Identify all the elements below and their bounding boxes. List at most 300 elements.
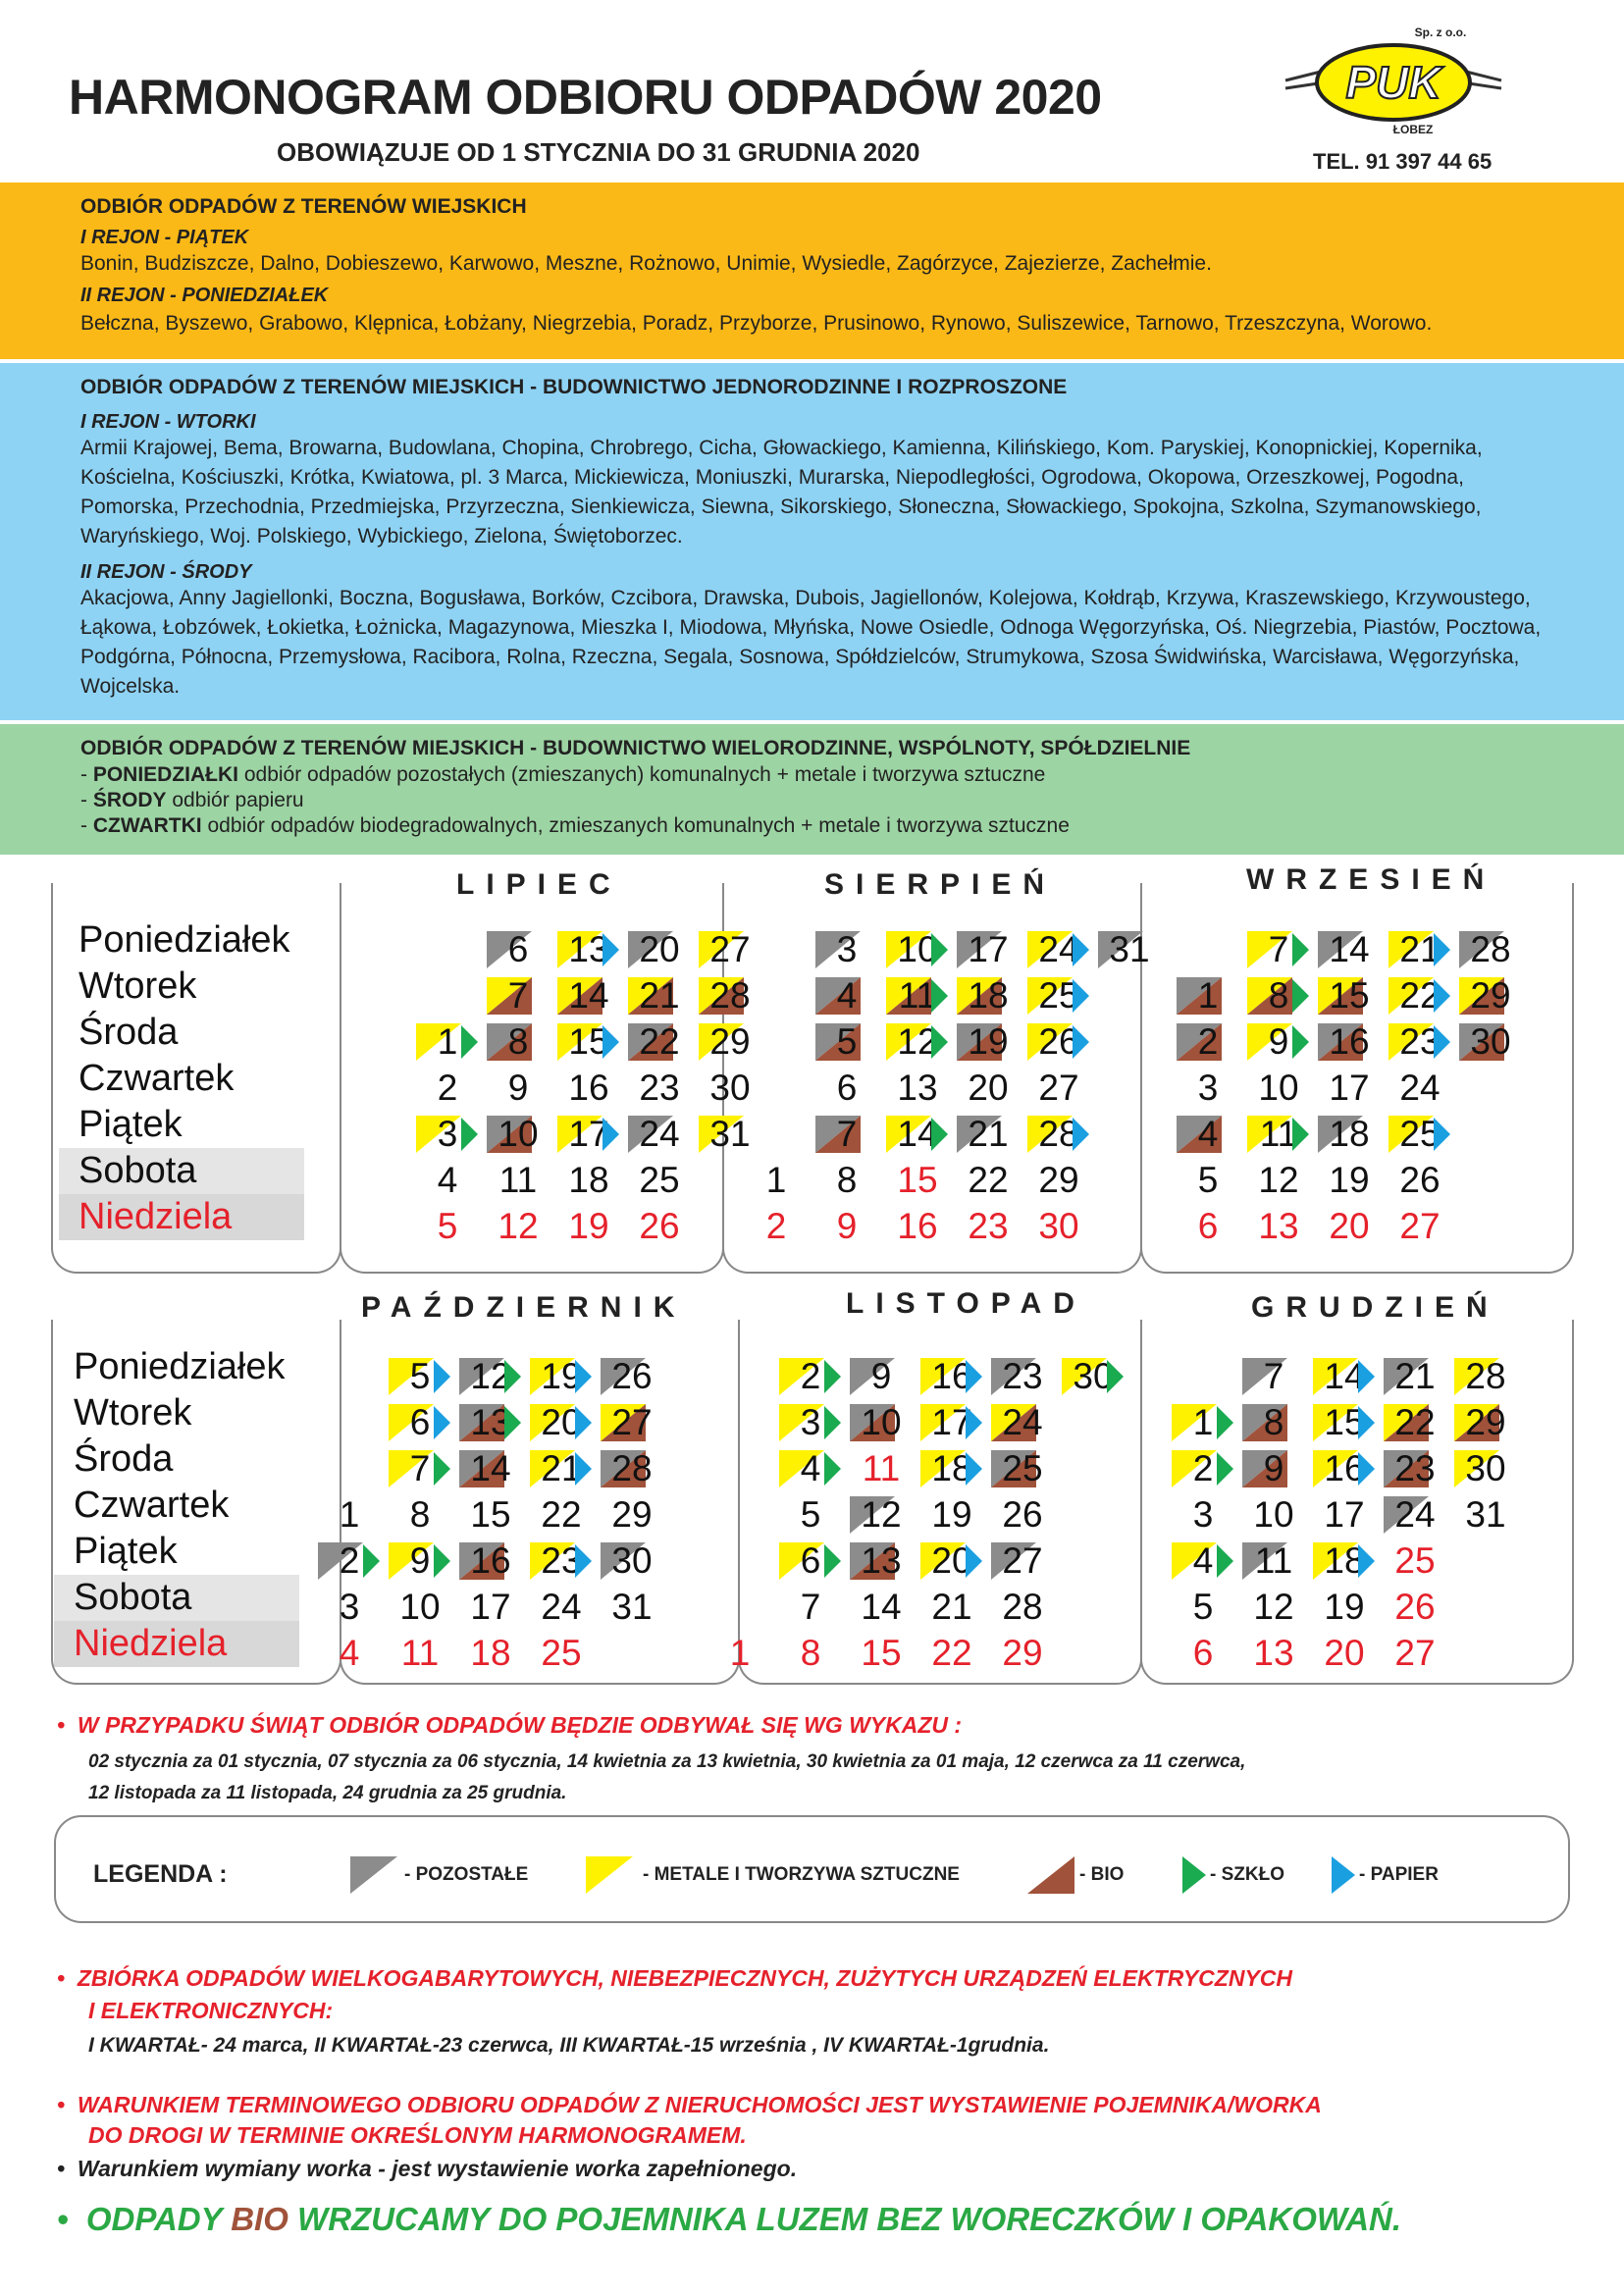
legend-szklo-label: - SZKŁO [1210, 1864, 1284, 1885]
legend-title: LEGENDA : [93, 1860, 228, 1888]
papier-arrow-icon [602, 933, 619, 966]
day-number: 18 [931, 1448, 972, 1488]
day-cell [455, 1400, 526, 1445]
day-cell [953, 1066, 1023, 1111]
day-number: 3 [1197, 1068, 1219, 1108]
day-cell [987, 1585, 1058, 1630]
bulky-dates: I KWARTAŁ- 24 marca, II KWARTAŁ-23 czerwca, III KWARTAŁ-15 września , IV KWARTAŁ-1grudnia. [88, 2034, 1050, 2057]
day-number: 27 [1399, 1206, 1441, 1246]
papier-arrow-icon [1434, 979, 1450, 1013]
day-number: 1 [437, 1021, 458, 1062]
day-cell [1314, 973, 1385, 1018]
rural-r1-label: I REJON - PIĄTEK [80, 227, 249, 248]
day-cell [314, 1539, 385, 1584]
day-number: 14 [1324, 1356, 1365, 1396]
day-number: 1 [765, 1160, 787, 1200]
day-cell [741, 1204, 812, 1249]
rural-r2-label: II REJON - PONIEDZIAŁEK [80, 285, 329, 306]
day-cell [741, 1158, 812, 1203]
szklo-arrow-icon [434, 1452, 450, 1486]
papier-arrow-icon [575, 1406, 592, 1439]
day-cell [624, 973, 695, 1018]
day-cell [483, 927, 553, 972]
szklo-arrow-icon [824, 1544, 841, 1578]
day-cell [695, 927, 765, 972]
rural-band [0, 183, 1624, 359]
day-number: 14 [1329, 929, 1370, 969]
day-number: 3 [800, 1402, 821, 1442]
day-cell [1023, 1204, 1094, 1249]
day-cell [1243, 1112, 1314, 1157]
day-number: 15 [470, 1494, 511, 1535]
day-number: 9 [1268, 1021, 1289, 1062]
day-number: 5 [409, 1356, 431, 1396]
weekday-list-bottom [54, 1344, 299, 1667]
day-number: 2 [765, 1206, 787, 1246]
day-number: 28 [709, 975, 751, 1016]
rural-r1-text: Bonin, Budziszcze, Dalno, Dobieszewo, Karwowo, Meszne, Rożnowo, Unimie, Wysiedle, Zagórzyce, Zajezierze, Zachełmie. [80, 252, 1212, 275]
day-number: 22 [968, 1160, 1009, 1200]
day-number: 23 [1394, 1448, 1436, 1488]
day-cell [1450, 1354, 1521, 1399]
papier-arrow-icon [434, 1360, 450, 1393]
bio-note: • ODPADY BIO WRZUCAMY DO POJEMNIKA LUZEM BEZ WORECZKÓW I OPAKOWAŃ. [57, 2201, 1402, 2237]
weekday-sun: Niedziela [54, 1621, 299, 1667]
day-cell [1314, 1158, 1385, 1203]
day-cell [553, 1066, 624, 1111]
day-number: 14 [568, 975, 609, 1016]
day-cell [882, 927, 953, 972]
day-cell [775, 1354, 846, 1399]
day-number: 8 [507, 1021, 529, 1062]
day-cell [846, 1539, 917, 1584]
day-cell [455, 1446, 526, 1491]
day-cell [917, 1585, 987, 1630]
day-cell [1385, 1112, 1455, 1157]
day-cell [882, 973, 953, 1018]
day-cell [1168, 1400, 1238, 1445]
day-cell [695, 1066, 765, 1111]
day-number: 4 [1197, 1114, 1219, 1154]
day-cell [385, 1354, 455, 1399]
month-title-grudzien: GRUDZIEŃ [1251, 1291, 1499, 1324]
phone-number: TEL. 91 397 44 65 [1313, 149, 1493, 174]
day-cell [1309, 1446, 1380, 1491]
day-cell [695, 1019, 765, 1065]
day-number: 6 [507, 929, 529, 969]
logo-top: Sp. z o.o. [1414, 26, 1467, 39]
day-cell [412, 1112, 483, 1157]
szklo-arrow-icon [461, 1118, 478, 1151]
day-number: 10 [861, 1402, 902, 1442]
day-cell [882, 1204, 953, 1249]
day-cell [987, 1446, 1058, 1491]
day-number: 4 [437, 1160, 458, 1200]
day-cell [1243, 973, 1314, 1018]
day-number: 14 [897, 1114, 938, 1154]
day-number: 15 [861, 1633, 902, 1673]
day-number: 19 [931, 1494, 972, 1535]
day-cell [812, 1066, 882, 1111]
day-cell [1173, 973, 1243, 1018]
day-cell [1450, 1492, 1521, 1538]
szklo-arrow-icon [1217, 1406, 1233, 1439]
day-cell [1385, 927, 1455, 972]
day-number: 16 [470, 1540, 511, 1581]
day-number: 12 [861, 1494, 902, 1535]
day-cell [1243, 1019, 1314, 1065]
day-cell [1238, 1400, 1309, 1445]
day-cell [597, 1446, 667, 1491]
day-number: 25 [1394, 1540, 1436, 1581]
day-number: 24 [1038, 929, 1079, 969]
day-cell [553, 1158, 624, 1203]
day-cell [812, 1158, 882, 1203]
day-number: 19 [568, 1206, 609, 1246]
day-cell [624, 1204, 695, 1249]
day-cell [455, 1631, 526, 1676]
day-cell [1309, 1400, 1380, 1445]
legend-bio-label: - BIO [1079, 1864, 1125, 1885]
urban1-r1-label: I REJON - WTORKI [80, 411, 256, 433]
day-cell [812, 927, 882, 972]
month-title-lipiec: LIPIEC [456, 868, 622, 901]
day-number: 1 [1197, 975, 1219, 1016]
day-number: 21 [1399, 929, 1441, 969]
day-number: 23 [639, 1068, 680, 1108]
day-number: 17 [968, 929, 1009, 969]
urban1-band [0, 363, 1624, 720]
papier-arrow-icon [575, 1452, 592, 1486]
day-cell [553, 1204, 624, 1249]
day-number: 24 [1399, 1068, 1441, 1108]
urban1-r2-text: Akacjowa, Anny Jagiellonki, Boczna, Bogusława, Borków, Czcibora, Drawska, Dubois, Jagiellonów, Kolejowa, Kołdrąb, Krzywa, Kraszewskiego, Krzywoustego, Łąkowa, Łobzówek, Łokietka, Łożnicka, Magazynowa, Mieszka I, Miodowa, Młyńska, Nowe Osiedle, Odnoga Węgorzyńska, Oś. Niegrzebia, Piastów, Pocztowa, Podgórna, Północna, Przemysłowa, Racibora, Rolna, Rzeczna, Segala, Sosnowa, Spółdzielców, Strumykowa, Szosa Świdwińska, Warcisława, Węgorzyńska, Wojcelska. [80, 587, 1542, 698]
day-number: 11 [898, 975, 937, 1016]
day-cell [1173, 1112, 1243, 1157]
day-cell [1173, 1204, 1243, 1249]
day-number: 22 [931, 1633, 972, 1673]
day-cell [1380, 1400, 1450, 1445]
day-cell [1314, 1112, 1385, 1157]
day-number: 7 [1263, 1356, 1284, 1396]
day-number: 4 [800, 1448, 821, 1488]
day-number: 21 [541, 1448, 582, 1488]
rural-heading: ODBIÓR ODPADÓW Z TERENÓW WIEJSKICH [80, 195, 527, 218]
day-number: 8 [836, 1160, 858, 1200]
day-cell [597, 1539, 667, 1584]
day-number: 7 [409, 1448, 431, 1488]
day-cell [953, 973, 1023, 1018]
puk-logo [1266, 22, 1521, 139]
day-number: 8 [1263, 1402, 1284, 1442]
urban1-r1-text: Armii Krajowej, Bema, Browarna, Budowlana, Chopina, Chrobrego, Cicha, Głowackiego, Kamienna, Kilińskiego, Kom. Paryskiej, Konopnickiej, Kopernika, Kościelna, Kościuszki, Krótka, Kwiatowa, pl. 3 Marca, Mickiewicza, Moniuszki, Murarska, Niepodległości, Ogrodowa, Okopowa, Orzeszkowej, Pogodna, Pomorska, Przechodnia, Przedmiejska, Przyrzeczna, Sienkiewicza, Siewna, Sikorskiego, Słoneczna, Słowackiego, Spokojna, Szkolna, Szymanowskiego, Waryńskiego, Woj. Polskiego, Wybickiego, Zielona, Świętoborzec. [80, 437, 1483, 548]
day-number: 26 [1038, 1021, 1079, 1062]
day-cell [526, 1585, 597, 1630]
day-number: 29 [611, 1494, 653, 1535]
day-cell [1314, 927, 1385, 972]
day-cell [1173, 1066, 1243, 1111]
day-number: 23 [541, 1540, 582, 1581]
day-number: 31 [1465, 1494, 1506, 1535]
day-cell [412, 1204, 483, 1249]
szklo-arrow-icon [1217, 1544, 1233, 1578]
bulky-line2: I ELEKTRONICZNYCH: [88, 1998, 334, 2023]
urban2-band [0, 724, 1624, 855]
day-number: 4 [836, 975, 858, 1016]
day-number: 11 [1254, 1540, 1293, 1581]
day-number: 17 [568, 1114, 609, 1154]
day-cell [314, 1631, 385, 1676]
szklo-arrow-icon [1292, 933, 1309, 966]
day-cell [917, 1539, 987, 1584]
day-cell [775, 1539, 846, 1584]
day-number: 2 [1192, 1448, 1214, 1488]
urban2-heading: ODBIÓR ODPADÓW Z TERENÓW MIEJSKICH - BUDOWNICTWO WIELORODZINNE, WSPÓLNOTY, SPÓŁDZIELNIE [80, 737, 1191, 759]
day-number: 28 [1038, 1114, 1079, 1154]
day-cell [846, 1446, 917, 1491]
day-number: 30 [1073, 1356, 1114, 1396]
day-number: 1 [729, 1633, 751, 1673]
day-number: 27 [1394, 1633, 1436, 1673]
day-number: 12 [897, 1021, 938, 1062]
day-number: 9 [1263, 1448, 1284, 1488]
day-cell [812, 1204, 882, 1249]
day-number: 13 [470, 1402, 511, 1442]
legend-metale-swatch [586, 1856, 633, 1894]
logo-name: PUK [1345, 57, 1441, 108]
day-cell [812, 973, 882, 1018]
szklo-arrow-icon [1292, 1025, 1309, 1059]
day-number: 7 [800, 1587, 821, 1627]
day-cell [846, 1492, 917, 1538]
day-number: 10 [1253, 1494, 1294, 1535]
legend-pozostale-swatch [350, 1856, 397, 1894]
day-cell [1314, 1066, 1385, 1111]
day-cell [1309, 1585, 1380, 1630]
day-number: 25 [541, 1633, 582, 1673]
day-cell [412, 1019, 483, 1065]
day-number: 9 [409, 1540, 431, 1581]
day-cell [1238, 1492, 1309, 1538]
day-cell [695, 973, 765, 1018]
day-cell [526, 1492, 597, 1538]
day-cell [455, 1492, 526, 1538]
day-cell [705, 1631, 775, 1676]
day-cell [882, 1066, 953, 1111]
weekday-sun: Niedziela [59, 1194, 304, 1240]
day-number: 12 [498, 1206, 539, 1246]
day-number: 9 [870, 1356, 892, 1396]
day-number: 27 [1038, 1068, 1079, 1108]
papier-arrow-icon [602, 1025, 619, 1059]
day-cell [953, 1204, 1023, 1249]
day-number: 17 [1329, 1068, 1370, 1108]
day-cell [1023, 1066, 1094, 1111]
day-cell [1385, 1066, 1455, 1111]
day-cell [553, 973, 624, 1018]
weekday-thu: Czwartek [79, 1058, 235, 1099]
day-cell [1243, 927, 1314, 972]
day-cell [1385, 973, 1455, 1018]
day-cell [695, 1112, 765, 1157]
day-number: 24 [1394, 1494, 1436, 1535]
legend-papier-label: - PAPIER [1359, 1864, 1439, 1885]
cond-line1: • WARUNKIEM TERMINOWEGO ODBIORU ODPADÓW Z NIERUCHOMOŚCI JEST WYSTAWIENIE POJEMNIKA/WORKA [57, 2092, 1322, 2117]
papier-arrow-icon [575, 1544, 592, 1578]
weekday-mon: Poniedziałek [74, 1346, 286, 1387]
day-cell [1168, 1631, 1238, 1676]
weekday-wed: Środa [74, 1438, 174, 1480]
month-title-wrzesien: WRZESIEŃ [1246, 863, 1496, 896]
day-number: 29 [1470, 975, 1511, 1016]
day-cell [597, 1354, 667, 1399]
weekday-sat: Sobota [59, 1148, 304, 1194]
rural-r2-text: Bełczna, Byszewo, Grabowo, Klępnica, Łobżany, Niegrzebia, Poradz, Przyborze, Prusinowo, Rynowo, Suliszewice, Tarnowo, Trzeszczyna, Worowo. [80, 312, 1433, 335]
day-number: 18 [568, 1160, 609, 1200]
day-cell [1309, 1354, 1380, 1399]
szklo-arrow-icon [824, 1360, 841, 1393]
papier-arrow-icon [1358, 1406, 1375, 1439]
day-cell [1023, 927, 1094, 972]
day-number: 27 [611, 1402, 653, 1442]
papier-arrow-icon [1358, 1544, 1375, 1578]
day-number: 2 [1197, 1021, 1219, 1062]
day-cell [1023, 1019, 1094, 1065]
szklo-arrow-icon [1107, 1360, 1124, 1393]
day-cell [1023, 1112, 1094, 1157]
day-number: 1 [1192, 1402, 1214, 1442]
day-number: 19 [541, 1356, 582, 1396]
weekday-thu: Czwartek [74, 1485, 230, 1526]
day-number: 26 [1399, 1160, 1441, 1200]
szklo-arrow-icon [824, 1406, 841, 1439]
day-number: 3 [1192, 1494, 1214, 1535]
day-number: 14 [470, 1448, 511, 1488]
day-number: 13 [568, 929, 609, 969]
day-cell [385, 1585, 455, 1630]
weekday-tue: Wtorek [79, 965, 197, 1007]
day-cell [1380, 1354, 1450, 1399]
urban1-heading: ODBIÓR ODPADÓW Z TERENÓW MIEJSKICH - BUDOWNICTWO JEDNORODZINNE I ROZPROSZONE [80, 376, 1068, 398]
day-number: 22 [541, 1494, 582, 1535]
day-number: 22 [639, 1021, 680, 1062]
day-cell [385, 1400, 455, 1445]
weekday-wed: Środa [79, 1012, 179, 1053]
papier-arrow-icon [1358, 1452, 1375, 1486]
day-number: 25 [1002, 1448, 1043, 1488]
day-cell [483, 973, 553, 1018]
day-cell [1168, 1539, 1238, 1584]
day-cell [1380, 1446, 1450, 1491]
day-number: 11 [862, 1448, 901, 1488]
day-number: 31 [709, 1114, 751, 1154]
day-cell [1238, 1446, 1309, 1491]
day-number: 3 [836, 929, 858, 969]
day-number: 17 [931, 1402, 972, 1442]
szklo-arrow-icon [461, 1025, 478, 1059]
day-number: 29 [709, 1021, 751, 1062]
day-cell [624, 1158, 695, 1203]
day-cell [1455, 927, 1526, 972]
day-number: 21 [968, 1114, 1009, 1154]
day-number: 13 [897, 1068, 938, 1108]
day-number: 8 [800, 1633, 821, 1673]
day-number: 29 [1465, 1402, 1506, 1442]
day-cell [953, 927, 1023, 972]
papier-arrow-icon [575, 1360, 592, 1393]
day-cell [526, 1354, 597, 1399]
papier-arrow-icon [966, 1360, 982, 1393]
day-cell [553, 1019, 624, 1065]
day-number: 6 [1197, 1206, 1219, 1246]
day-number: 27 [709, 929, 751, 969]
day-number: 30 [611, 1540, 653, 1581]
day-cell [1314, 1204, 1385, 1249]
day-number: 5 [800, 1494, 821, 1535]
day-cell [483, 1019, 553, 1065]
day-number: 19 [968, 1021, 1009, 1062]
szklo-arrow-icon [1292, 979, 1309, 1013]
day-number: 26 [1394, 1587, 1436, 1627]
szklo-arrow-icon [504, 1406, 521, 1439]
weekday-mon: Poniedziałek [79, 919, 290, 961]
day-number: 18 [968, 975, 1009, 1016]
day-cell [597, 1492, 667, 1538]
day-number: 30 [1038, 1206, 1079, 1246]
day-cell [1238, 1539, 1309, 1584]
legend-papier-swatch [1332, 1856, 1355, 1894]
day-cell [1173, 1158, 1243, 1203]
day-number: 7 [1268, 929, 1289, 969]
weekday-tue: Wtorek [74, 1392, 192, 1434]
day-number: 23 [968, 1206, 1009, 1246]
day-cell [775, 1585, 846, 1630]
day-number: 4 [339, 1633, 360, 1673]
day-cell [385, 1539, 455, 1584]
day-number: 8 [1268, 975, 1289, 1016]
day-cell [553, 927, 624, 972]
day-cell [1168, 1492, 1238, 1538]
szklo-arrow-icon [434, 1544, 450, 1578]
urban1-r2-label: II REJON - ŚRODY [80, 561, 252, 583]
day-cell [455, 1354, 526, 1399]
day-number: 5 [1197, 1160, 1219, 1200]
day-number: 25 [1399, 1114, 1441, 1154]
szklo-arrow-icon [1217, 1452, 1233, 1486]
day-cell [455, 1539, 526, 1584]
day-cell [1309, 1539, 1380, 1584]
papier-arrow-icon [1358, 1360, 1375, 1393]
day-cell [385, 1631, 455, 1676]
day-cell [1243, 1066, 1314, 1111]
day-cell [1243, 1158, 1314, 1203]
papier-arrow-icon [966, 1544, 982, 1578]
day-cell [1023, 1158, 1094, 1203]
day-cell [1094, 927, 1165, 972]
day-cell [1385, 1158, 1455, 1203]
day-cell [1450, 1400, 1521, 1445]
day-number: 2 [800, 1356, 821, 1396]
szklo-arrow-icon [1292, 1118, 1309, 1151]
day-number: 16 [931, 1356, 972, 1396]
day-number: 18 [470, 1633, 511, 1673]
day-number: 10 [1258, 1068, 1299, 1108]
day-cell [812, 1112, 882, 1157]
day-number: 21 [1394, 1356, 1436, 1396]
day-number: 6 [836, 1068, 858, 1108]
day-number: 3 [339, 1587, 360, 1627]
day-cell [846, 1354, 917, 1399]
